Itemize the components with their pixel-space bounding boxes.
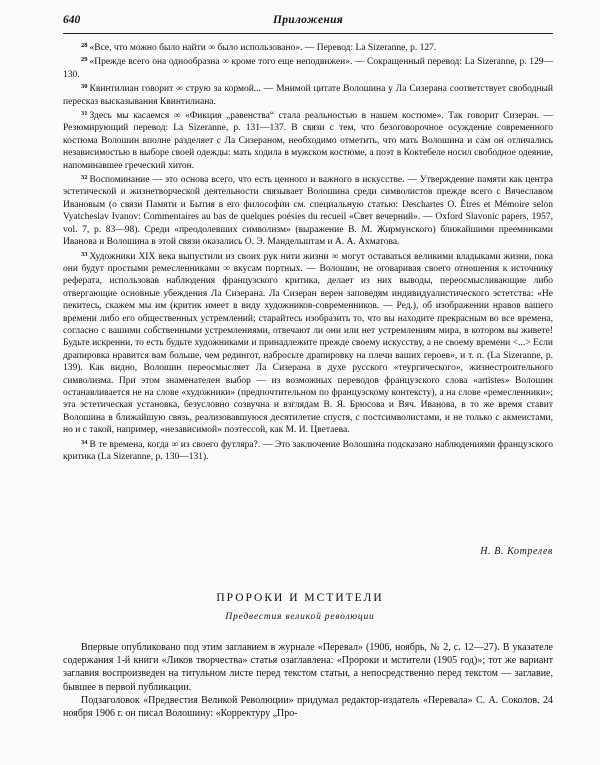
footnote-number: 30 (81, 83, 88, 91)
footnote-number: 28 (81, 42, 88, 49)
footnote-number: 31 (81, 110, 88, 118)
footnote-33 (63, 249, 553, 437)
author-signature: Н. В. Котрелев (480, 546, 553, 557)
footnote-text: «Прежде всего она однообразна ∞ кроме того еще неподвижен». — Сокращенный перевод: La Sizeranne, p. 129—130. (63, 57, 553, 80)
header-rule (63, 33, 553, 34)
footnote-text: Квинтилиан говорит ∞ струю за кормой... — Мнимой цитате Волошина у Ла Сизерана соответствует свободный пересказ высказывания Квинтилиана. (63, 84, 553, 107)
footnote-text: Воспоминание — это основа всего, что есть ценного и важного в искусстве. — Утверждение памяти как центра эстетической и жизнетворческой деятельности связывает Волошина среди символистов прежде всего с Вячеславом Ивановым (о связи Памяти и Бытия в его философии см. специальную статью: Deschartes O. Êtres et Mémoire selon Vyatcheslav Ivanov: Commentaires au bas de quelques poésies du recueil «Свет вечерний». — Oxford Slavonic papers, 1957, vol. 7, p. 83—98). Среди «преодолевших символизм» (выражение В. М. Жирмунского) ближайшими преемниками Иванова и Волошина в этой связи оказались О. Э. Мандельштам и А. А. Ахматова. (63, 175, 553, 248)
footnote-number: 29 (81, 56, 88, 64)
body-paragraph: Впервые опубликовано под этим заглавием в журнале «Перевал» (1906, ноябрь, № 2, с. 12—27). В указателе содержания 1-й книги «Ликов творчества» статья озаглавлена: «Пророки и мстители (1905 год)»; тот же вариант заглавия воспроизведен на титульном листе перед текстом статьи, а непосредственно перед текстом — заглавие, бывшее в первой публикации. (63, 642, 553, 693)
footnote-32 (63, 172, 553, 248)
footnote-text: Здесь мы касаемся ∞ «Фикция „равенства“ стала реальностью в нашем костюме». Так говорит Сизеран. — Резюмирующий перевод: La Sizeranne, p. 131—137. В связи с тем, что безоговорочное осуждение современного костюма Волошин вполне разделяет с Ла Сизераном, необходимо отметить, что мать Волошина и сам он отличались независимостью в выборе своей одежды: мать ходила в мужском костюме, а поэт в Коктебеле носил свободное одеяние, напоминавшее греческий хитон. (63, 111, 553, 171)
footnote-text: Художники XIX века выпустили из своих рук нити жизни ∞ могут оставаться великими владыками жизни, пока они будут простыми ремесленниками ∞ вкусам портных. — Волошин, не оговаривая своего отношения к источнику реферата, использовав наблюдения французского критика, делает из них выводы, переосмысливающие либо отвергающие основные убеждения Ла Сизерана. Ла Сизеран верен заповедям индивидуалистического эстетства: «Не пекитесь, скажем мы им (критик имеет в виду художников-современников. — Ред.), об изображении нравов вашего времени либо его общественных устремлений; старайтесь изобразить то, что вы находите прекрасным во все времена, согласно с вашими собственными устремлениями, отвечают ли они или нет устремлениям мира, в котором вы живете! Будьте искренни, то есть будьте художниками и принадлежите прежде своему искусству, а не своему времени <...> Если драпировка нравится вам больше, чем редингот, набросьте драпировку на плечи ваших героев», и т. п. (La Sizeranne, p. 139). Как видно, Волошин переосмысляет Ла Сизерана в духе русского «теургического», жизнестроительного символизма. При этом знаменателен выбор — из возможных переводов французского слова «artistes» Волошин останавливается не на слове «художники» (предпочтительном по французскому контексту), а на слове «ремесленники»; эта эстетическая установка, безусловно созвучна и взглядам В. Я. Брюсова и Вяч. Иванова, в то же время ставит Волошина в ближайшую связь, реализовавшуюся десятилетие спустя, с постсимволистами, и не только с акмеистами, но и с такой, например, «независимой» поэтессой, как М. И. Цветаева. (63, 251, 553, 436)
footnotes-section (63, 40, 553, 463)
body-paragraph: Подзаголовок «Предвестия Великой Революции» придумал редактор-издатель «Перевала» С. А. Соколов. 24 ноября 1906 г. он писал Волошину: «Корректуру „Про- (63, 694, 553, 720)
footnote-text: В те времена, когда ∞ из своего футляра?. — Это заключение Волошина подсказано наблюдениями французского критика (La Sizeranne, p. 130—131). (63, 439, 553, 462)
footnote-29 (63, 54, 553, 81)
footnote-number: 33 (81, 250, 88, 258)
footnote-31 (63, 108, 553, 172)
footnote-number: 34 (81, 438, 88, 446)
chapter-title: ПРОРОКИ И МСТИТЕЛИ (216, 592, 384, 604)
footnote-number: 32 (81, 174, 88, 182)
running-title: Приложения (272, 14, 344, 26)
commentary-body (63, 641, 553, 720)
footnote-28 (63, 40, 553, 54)
page-number: 640 (63, 14, 81, 26)
footnote-text: «Все, что можно было найти ∞ было использовано». — Перевод: La Sizeranne, p. 127. (89, 43, 437, 53)
footnote-30 (63, 81, 553, 108)
footnote-34 (63, 437, 553, 464)
chapter-subtitle: Предвестия великой революции (225, 612, 375, 622)
